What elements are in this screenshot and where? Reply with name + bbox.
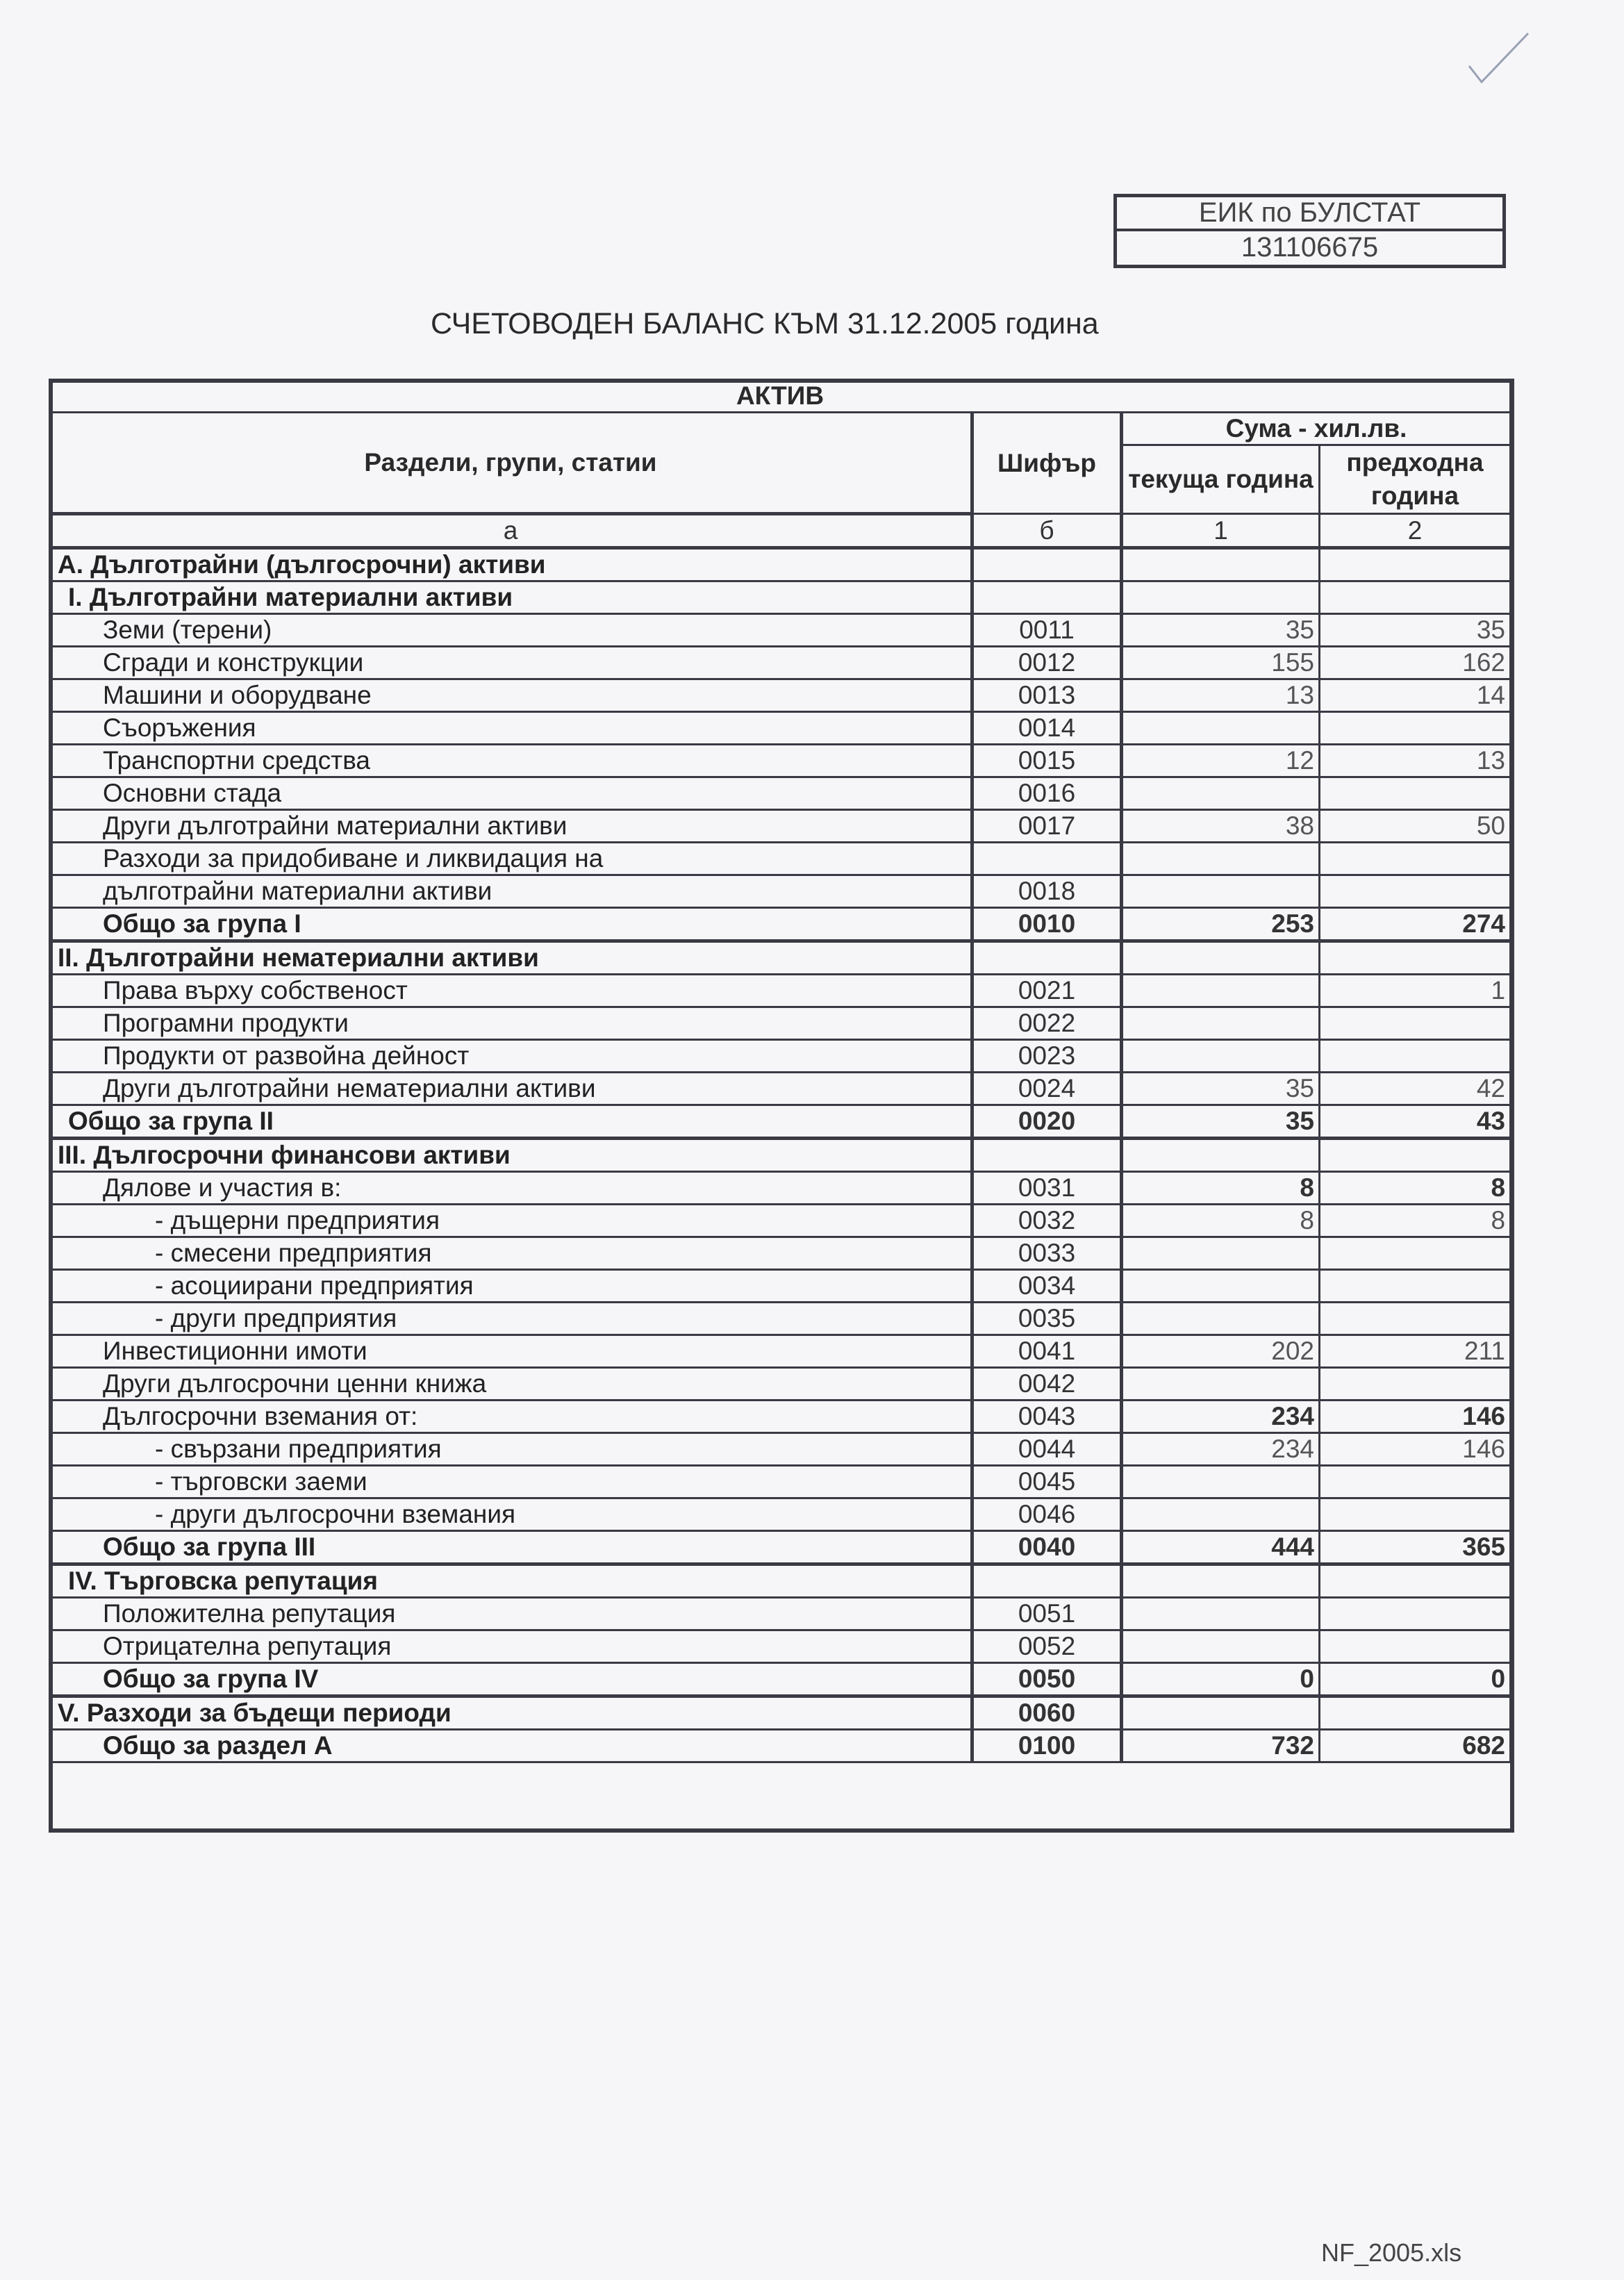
row-name: Положителна репутация — [50, 1598, 972, 1630]
row-name: - други дългосрочни вземания — [50, 1498, 972, 1531]
row-code: 0050 — [972, 1663, 1122, 1696]
row-code: 0013 — [972, 679, 1122, 712]
row-name: Отрицателна репутация — [50, 1630, 972, 1663]
table-row — [50, 1730, 1511, 1762]
row-current: 155 — [1122, 647, 1320, 679]
row-name: IV. Търговска репутация — [50, 1564, 972, 1598]
row-code — [972, 941, 1122, 975]
row-previous — [1320, 777, 1511, 810]
table-row — [50, 1433, 1511, 1466]
row-name: А. Дълготрайни (дългосрочни) активи — [50, 548, 972, 581]
row-name: Основни стада — [50, 777, 972, 810]
row-name: III. Дългосрочни финансови активи — [50, 1139, 972, 1172]
letter-a: а — [50, 514, 972, 548]
row-code — [972, 1139, 1122, 1172]
row-name: - асоциирани предприятия — [50, 1270, 972, 1303]
row-name: Дялове и участия в: — [50, 1172, 972, 1205]
row-previous — [1320, 1564, 1511, 1598]
row-code: 0044 — [972, 1433, 1122, 1466]
row-current — [1122, 941, 1320, 975]
row-code — [972, 548, 1122, 581]
row-current — [1122, 712, 1320, 745]
col-name-header: Раздели, групи, статии — [50, 413, 972, 514]
letter-b: б — [972, 514, 1122, 548]
row-name: Дългосрочни вземания от: — [50, 1401, 972, 1433]
row-name: Сгради и конструкции — [50, 647, 972, 679]
row-previous: 8 — [1320, 1172, 1511, 1205]
row-previous — [1320, 875, 1511, 908]
row-name: Съоръжения — [50, 712, 972, 745]
table-row — [50, 647, 1511, 679]
row-code: 0032 — [972, 1205, 1122, 1237]
row-current — [1122, 843, 1320, 875]
row-name: Общо за раздел А — [50, 1730, 972, 1762]
footer-filename: NF_2005.xls — [1321, 2238, 1462, 2267]
col-sum-header: Сума - хил.лв. — [1122, 413, 1511, 445]
row-current — [1122, 1466, 1320, 1498]
row-current: 234 — [1122, 1433, 1320, 1466]
row-current — [1122, 1237, 1320, 1270]
check-mark-icon — [1462, 28, 1532, 90]
row-previous: 146 — [1320, 1401, 1511, 1433]
row-name: Общо за група II — [50, 1105, 972, 1139]
row-current: 12 — [1122, 745, 1320, 777]
table-row — [50, 810, 1511, 843]
row-previous — [1320, 1696, 1511, 1730]
row-current: 8 — [1122, 1172, 1320, 1205]
row-code: 0024 — [972, 1073, 1122, 1105]
row-current: 253 — [1122, 908, 1320, 941]
row-current — [1122, 1139, 1320, 1172]
row-previous — [1320, 1139, 1511, 1172]
row-previous: 8 — [1320, 1205, 1511, 1237]
row-name: Други дълготрайни нематериални активи — [50, 1073, 972, 1105]
row-code: 0020 — [972, 1105, 1122, 1139]
row-previous: 0 — [1320, 1663, 1511, 1696]
row-previous: 211 — [1320, 1335, 1511, 1368]
row-previous: 682 — [1320, 1730, 1511, 1762]
table-row — [50, 908, 1511, 941]
row-current — [1122, 1007, 1320, 1040]
table-row — [50, 1040, 1511, 1073]
row-current: 35 — [1122, 614, 1320, 647]
row-code: 0043 — [972, 1401, 1122, 1433]
row-name: I. Дълготрайни материални активи — [50, 581, 972, 614]
row-previous — [1320, 1466, 1511, 1498]
table-row — [50, 679, 1511, 712]
row-code — [972, 1564, 1122, 1598]
aktiv-header: АКТИВ — [50, 380, 1511, 413]
table-row — [50, 1139, 1511, 1172]
row-code: 0033 — [972, 1237, 1122, 1270]
table-row — [50, 1237, 1511, 1270]
row-previous — [1320, 1630, 1511, 1663]
row-current — [1122, 1498, 1320, 1531]
row-current — [1122, 875, 1320, 908]
row-previous — [1320, 548, 1511, 581]
row-code: 0060 — [972, 1696, 1122, 1730]
row-previous: 365 — [1320, 1531, 1511, 1564]
table-row — [50, 1303, 1511, 1335]
row-current: 13 — [1122, 679, 1320, 712]
table-row — [50, 1466, 1511, 1498]
row-name: - смесени предприятия — [50, 1237, 972, 1270]
row-current — [1122, 1598, 1320, 1630]
row-name: - свързани предприятия — [50, 1433, 972, 1466]
row-name: - други предприятия — [50, 1303, 972, 1335]
row-current: 202 — [1122, 1335, 1320, 1368]
row-previous — [1320, 1303, 1511, 1335]
table-row — [50, 875, 1511, 908]
table-row — [50, 941, 1511, 975]
row-current — [1122, 548, 1320, 581]
table-row — [50, 745, 1511, 777]
row-code: 0011 — [972, 614, 1122, 647]
row-previous — [1320, 1270, 1511, 1303]
row-previous: 35 — [1320, 614, 1511, 647]
balance-rows — [50, 548, 1511, 1762]
table-row — [50, 1172, 1511, 1205]
table-row — [50, 1531, 1511, 1564]
eik-box — [1113, 194, 1506, 268]
row-current — [1122, 1564, 1320, 1598]
table-row — [50, 548, 1511, 581]
row-previous — [1320, 1040, 1511, 1073]
table-row — [50, 1270, 1511, 1303]
row-previous — [1320, 1598, 1511, 1630]
row-previous: 1 — [1320, 975, 1511, 1007]
table-row — [50, 1630, 1511, 1663]
row-code: 0100 — [972, 1730, 1122, 1762]
row-name: Инвестиционни имоти — [50, 1335, 972, 1368]
table-row — [50, 1696, 1511, 1730]
row-name: дълготрайни материални активи — [50, 875, 972, 908]
row-name: Общо за група IV — [50, 1663, 972, 1696]
row-current — [1122, 1368, 1320, 1401]
row-current — [1122, 777, 1320, 810]
row-name: Общо за група I — [50, 908, 972, 941]
row-code: 0022 — [972, 1007, 1122, 1040]
row-previous — [1320, 941, 1511, 975]
row-current — [1122, 1303, 1320, 1335]
row-current: 444 — [1122, 1531, 1320, 1564]
row-name: Права върху собственост — [50, 975, 972, 1007]
row-current: 35 — [1122, 1073, 1320, 1105]
table-row — [50, 1105, 1511, 1139]
table-row — [50, 1401, 1511, 1433]
row-previous — [1320, 1237, 1511, 1270]
row-name: - дъщерни предприятия — [50, 1205, 972, 1237]
row-current — [1122, 1630, 1320, 1663]
row-name: Продукти от развойна дейност — [50, 1040, 972, 1073]
row-code: 0046 — [972, 1498, 1122, 1531]
table-row — [50, 777, 1511, 810]
row-code: 0034 — [972, 1270, 1122, 1303]
row-code: 0021 — [972, 975, 1122, 1007]
row-code: 0018 — [972, 875, 1122, 908]
row-previous: 43 — [1320, 1105, 1511, 1139]
row-name: Транспортни средства — [50, 745, 972, 777]
letter-1: 1 — [1122, 514, 1320, 548]
table-row — [50, 1564, 1511, 1598]
row-code — [972, 843, 1122, 875]
row-previous: 14 — [1320, 679, 1511, 712]
table-row — [50, 581, 1511, 614]
row-previous — [1320, 1007, 1511, 1040]
row-previous — [1320, 1368, 1511, 1401]
row-current: 0 — [1122, 1663, 1320, 1696]
row-current — [1122, 581, 1320, 614]
eik-value: 131106675 — [1241, 232, 1379, 263]
table-row — [50, 975, 1511, 1007]
row-name: Общо за група III — [50, 1531, 972, 1564]
table-row — [50, 1073, 1511, 1105]
table-row — [50, 1335, 1511, 1368]
row-name: V. Разходи за бъдещи периоди — [50, 1696, 972, 1730]
row-code: 0031 — [972, 1172, 1122, 1205]
row-code: 0010 — [972, 908, 1122, 941]
table-row — [50, 1368, 1511, 1401]
row-code: 0015 — [972, 745, 1122, 777]
row-previous: 274 — [1320, 908, 1511, 941]
row-previous — [1320, 581, 1511, 614]
table-row — [50, 712, 1511, 745]
row-name: II. Дълготрайни нематериални активи — [50, 941, 972, 975]
row-code: 0042 — [972, 1368, 1122, 1401]
row-previous: 13 — [1320, 745, 1511, 777]
table-row — [50, 1663, 1511, 1696]
col-current-header: текуща година — [1122, 445, 1320, 514]
row-current: 234 — [1122, 1401, 1320, 1433]
row-code: 0023 — [972, 1040, 1122, 1073]
row-code: 0045 — [972, 1466, 1122, 1498]
row-name: Други дълготрайни материални активи — [50, 810, 972, 843]
row-name: Разходи за придобиване и ликвидация на — [50, 843, 972, 875]
row-current — [1122, 1696, 1320, 1730]
row-current: 732 — [1122, 1730, 1320, 1762]
row-name: Програмни продукти — [50, 1007, 972, 1040]
page-title: СЧЕТОВОДЕН БАЛАНС КЪМ 31.12.2005 година — [431, 307, 1099, 340]
row-current: 38 — [1122, 810, 1320, 843]
eik-label: ЕИК по БУЛСТАТ — [1117, 197, 1502, 231]
row-current — [1122, 975, 1320, 1007]
row-name: Земи (терени) — [50, 614, 972, 647]
col-code-header: Шифър — [972, 413, 1122, 514]
table-row — [50, 1498, 1511, 1531]
row-name: - търговски заеми — [50, 1466, 972, 1498]
table-row — [50, 1598, 1511, 1630]
table-row — [50, 1205, 1511, 1237]
balance-table — [49, 379, 1511, 1763]
table-row — [50, 843, 1511, 875]
row-code: 0051 — [972, 1598, 1122, 1630]
row-previous: 42 — [1320, 1073, 1511, 1105]
row-code: 0035 — [972, 1303, 1122, 1335]
row-code: 0052 — [972, 1630, 1122, 1663]
row-code: 0012 — [972, 647, 1122, 679]
row-previous: 162 — [1320, 647, 1511, 679]
row-name: Машини и оборудване — [50, 679, 972, 712]
row-code: 0016 — [972, 777, 1122, 810]
letter-2: 2 — [1320, 514, 1511, 548]
row-current — [1122, 1270, 1320, 1303]
row-previous — [1320, 1498, 1511, 1531]
row-code — [972, 581, 1122, 614]
row-current: 35 — [1122, 1105, 1320, 1139]
row-previous: 146 — [1320, 1433, 1511, 1466]
row-code: 0040 — [972, 1531, 1122, 1564]
row-previous: 50 — [1320, 810, 1511, 843]
row-current: 8 — [1122, 1205, 1320, 1237]
row-code: 0014 — [972, 712, 1122, 745]
row-previous — [1320, 712, 1511, 745]
row-name: Други дългосрочни ценни книжа — [50, 1368, 972, 1401]
row-previous — [1320, 843, 1511, 875]
row-code: 0041 — [972, 1335, 1122, 1368]
col-previous-header: предходна година — [1320, 445, 1511, 514]
row-current — [1122, 1040, 1320, 1073]
table-row — [50, 1007, 1511, 1040]
row-code: 0017 — [972, 810, 1122, 843]
table-row — [50, 614, 1511, 647]
